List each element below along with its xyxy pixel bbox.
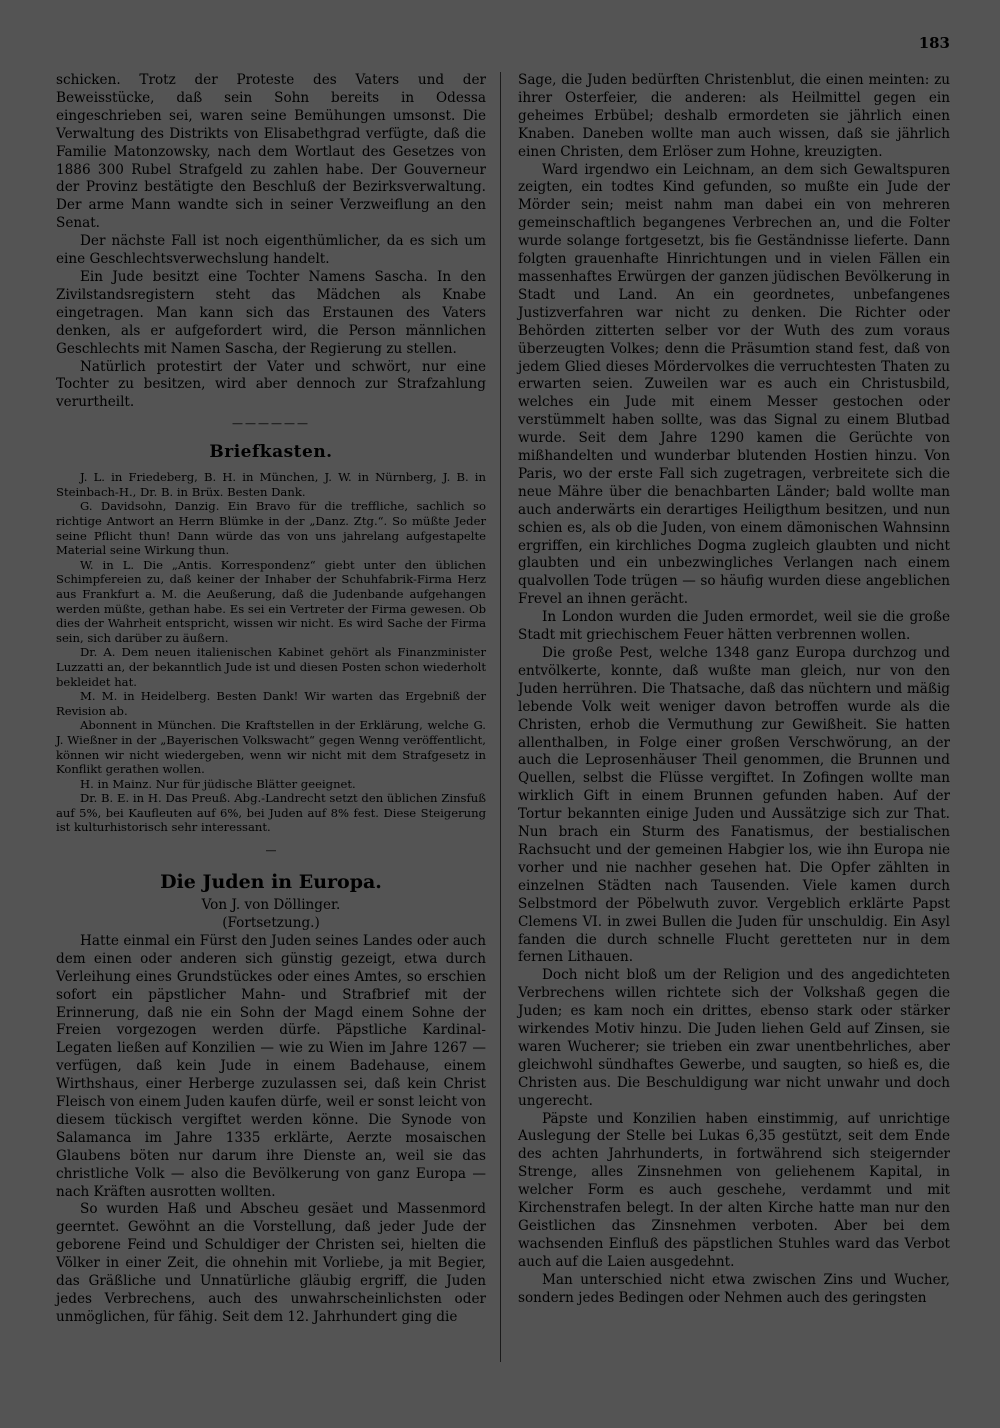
letter-entry: W. in L. Die „Antis. Korrespondenz“ giebt unter den üblichen Schimpfereien zu, daß keiner der Inhaber der Schuhfabrik-Firma Herz aus Frankfurt a. M. die Aeußerung, daß die Judenbande aufgehangen werden müßte, gethan habe. Es sei ein Vertreter der Firma gewesen. Ob dies der Wahrheit entspricht, wissen wir nicht. Es wird Sache der Firma sein, sich darüber zu äußern. [56, 557, 486, 645]
paragraph: Doch nicht bloß um der Religion und des angedichteten Verbrechens willen richtete sich der Volkshaß gegen die Juden; es kam noch ein drittes, ebenso stark oder stärker wirkendes Motiv hinzu. Die Juden liehen Geld auf Zinsen, sie waren Wucherer; sie trieben ein zwar unentbehrliches, aber gleichwohl sündhaftes Gewerbe, und saugten, so hieß es, die Christen aus. Die Beschuldigung war nicht unwahr und doch ungerecht. [518, 967, 950, 1109]
letter-entry: Dr. B. E. in H. Das Preuß. Abg.-Landrecht setzt den üblichen Zinsfuß auf 5%, bei Kaufleuten auf 6%, bei Juden auf 8% fest. Diese Steigerung ist kulturhistorisch sehr interessant. [56, 791, 486, 835]
paragraph: Ward irgendwo ein Leichnam, an dem sich Gewaltspuren zeigten, ein todtes Kind gefunden, so mußte ein Jude der Mörder sein; meist nahm man dabei ein von mehreren gemeinschaftlich begangenes Verbrechen an, und die Folter wurde solange fortgesetzt, bis fie Geständnisse lieferte. Dann folgten grauenhafte Hinrichtungen und in vielen Fällen ein massenhaftes Erwürgen der ganzen jüdischen Bevölkerung in Stadt und Land. An ein geordnetes, unbefangenes Justizverfahren war nicht zu denken. Die Richter oder Behörden zitterten selber vor der Wuth des zum voraus überzeugten Volkes; denn die Präsumtion stand fest, daß von jedem Glied dieses Mördervolkes die verruchtesten Thaten zu erwarten seien. Zuweilen war es auch ein Christusbild, welches ein Jude mit einem Messer gestochen oder verstümmelt haben sollte, was das Signal zu einem Blutbad wurde. Seit dem Jahre 1290 kamen die Gerüchte von mißhandelten und wunderbar blutenden Hostien hinzu. Von Paris, wo der erste Fall sich zugetragen, verbreitete sich die neue Mähre über die benachbarten Länder; bald wollte man auch anderwärts ein derartiges Heiligthum besitzen, und nun schien es, als ob die Juden, von einem dämonischen Wahnsinn ergriffen, ein kirchliches Dogma zugleich glaubten und nicht glaubten und ein unbezwingliches Verlangen nach einem qualvollen Tode trügen — so häufig wurden diese angeblichen Frevel an ihnen gerächt. [518, 161, 950, 608]
letter-entry: Dr. A. Dem neuen italienischen Kabinet gehört als Finanzminister Luzzatti an, der bekanntlich Jude ist und diesen Posten schon wiederholt bekleidet hat. [56, 645, 486, 689]
briefkasten-heading: Briefkasten. [209, 442, 333, 463]
letter-entry: G. Davidsohn, Danzig. Ein Bravo für die treffliche, sachlich so richtige Antwort an Herrn Blümke in der „Danz. Ztg.“. So müßte Jeder seine Pflicht thun! Dann würde das von uns jahrelang aufgestapelte Material seine Wirkung thun. [56, 499, 486, 558]
left-column [56, 72, 486, 1327]
letter-entry: J. L. in Friedeberg, B. H. in München, J. W. in Nürnberg, J. B. in Steinbach-H., Dr. B. in Brüx. Besten Dank. [56, 470, 486, 499]
paragraph: Die große Pest, welche 1348 ganz Europa durchzog und entvölkerte, konnte, daß wußte man gleich, nur von den Juden herrühren. Die Thatsache, daß das nüchtern und mäßig lebende Volk weit weniger davon betroffen wurde als die Christen, erhob die Vermuthung zur Gewißheit. Sie hatten allenthalben, in Folge einer großen Verschwörung, an der auch die Leprosenhäuser Theil genommen, die Brunnen und Quellen, selbst die Flüsse vergiftet. In Zofingen wollte man wirklich Gift in einem Brunnen gefunden haben. Auf der Tortur bekannten einige Juden und Aussätzige sich zur That. Nun brach ein Sturm des Fanatismus, der bestialischen Rachsucht und der gemeinen Habgier los, wie ihn Europa nie vorher und nie nachher gesehen hat. Die Opfer zählten in einzelnen Städten nach Tausenden. Viele kamen durch Selbstmord der Pöbelwuth zuvor. Vergeblich erklärte Papst Clemens VI. in zwei Bullen die Juden für unschuldig. Ein Asyl fanden die durch schnelle Flucht geretteten nur in dem fernen Lithauen. [518, 645, 950, 966]
paragraph: Hatte einmal ein Fürst den Juden seines Landes oder auch dem einen oder anderen sich günstig gezeigt, etwa durch Verleihung eines Grundstückes oder eines Amtes, so erschien sofort ein päpstlicher Mahn- und Strafbrief mit der Erinnerung, daß nie ein Sohn der Magd einem Sohne der Freien vorgezogen werden dürfe. Päpstliche Kardinal-Legaten ließen auf Konzilien — wie zu Wien im Jahre 1267 — verfügen, daß kein Jude in einem Badehause, einem Wirthshaus, einer Herberge zuzulassen sei, daß kein Christ Fleisch von einem Juden kaufen dürfe, weil er sonst leicht von diesem tückisch vergiftet werden könne. Die Synode von Salamanca im Jahre 1335 erklärte, Aerzte mosaischen Glaubens böten nur darum ihre Dienste an, weil sie das christliche Volk — also die Bevölkerung von ganz Europa — nach Kräften ausrotten wollten. [56, 932, 486, 1200]
article-title: Die Juden in Europa. [160, 871, 382, 894]
column-divider [500, 72, 501, 1362]
paragraph: Natürlich protestirt der Vater und schwört, nur eine Tochter zu besitzen, wird aber dennoch zur Strafzahlung verurtheilt. [56, 358, 486, 411]
letter-entry: M. M. in Heidelberg. Besten Dank! Wir warten das Ergebniß der Revision ab. [56, 689, 486, 718]
separator: — [265, 844, 277, 858]
article-continuation: (Fortsetzung.) [222, 914, 320, 931]
paragraph: Man unterschied nicht etwa zwischen Zins und Wucher, sondern jedes Bedingen oder Nehmen auch des geringsten [518, 1271, 950, 1306]
paragraph: In London wurden die Juden ermordet, weil sie die große Stadt mit griechischem Feuer hätten verbrennen wollen. [518, 609, 950, 644]
separator: —————— [232, 417, 310, 431]
right-column [518, 72, 950, 1308]
paragraph: Ein Jude besitzt eine Tochter Namens Sascha. In den Zivilstandsregistern steht das Mädchen als Knabe eingetragen. Man kann sich das Erstaunen des Vaters denken, als er aufgefordert wird, die Person männlichen Geschlechts mit Namen Sascha, der Regierung zu stellen. [56, 268, 486, 357]
paragraph: Päpste und Konzilien haben einstimmig, auf unrichtige Auslegung der Stelle bei Lukas 6,35 gestützt, seit dem Ende des achten Jahrhunderts, in fortwährend sich steigernder Strenge, alles Zinsnehmen von geliehenem Kapital, in welcher Form es auch geschehe, verdammt und mit Kirchenstrafen belegt. In der alten Kirche hatte man nur den Geistlichen das Zinsnehmen verboten. Aber bei dem wachsenden Einfluß des päpstlichen Stuhles ward das Verbot auch auf die Laien ausgedehnt. [518, 1110, 950, 1270]
page-number: 183 [918, 34, 950, 52]
article-author: Von J. von Döllinger. [201, 897, 341, 914]
paragraph: schicken. Trotz der Proteste des Vaters und der Beweisstücke, daß sein Sohn bereits in Odessa eingeschrieben sei, waren seine Bemühungen umsonst. Die Verwaltung des Distrikts von Elisabethgrad verfügte, daß die Familie Matonzowsky, nach dem Wortlaut des Gesetzes von 1886 300 Rubel Strafgeld zu zahlen habe. Der Gouverneur der Provinz bestätigte den Beschluß der Bezirksverwaltung. Der arme Mann wandte sich in seiner Verzweiflung an den Senat. [56, 72, 486, 232]
letter-entry: Abonnent in München. Die Kraftstellen in der Erklärung, welche G. J. Wießner in der „Bayerischen Volkswacht“ gegen Wenng veröffentlicht, können wir nicht wiedergeben, wenn wir nicht mit dem Strafgesetz in Konflikt gerathen wollen. [56, 718, 486, 777]
letter-entry: H. in Mainz. Nur für jüdische Blätter geeignet. [80, 776, 356, 791]
paragraph: Der nächste Fall ist noch eigenthümlicher, da es sich um eine Geschlechtsverwechslung handelt. [56, 233, 486, 268]
paragraph: Sage, die Juden bedürften Christenblut, die einen meinten: zu ihrer Osterfeier, die anderen: als Heilmittel gegen ein geheimes Erbübel; deshalb ermordeten sie jährlich einen Knaben. Daneben wollte man auch wissen, daß sie jährlich einen Christen, dem Erlöser zum Hohne, kreuzigten. [518, 72, 950, 160]
paragraph: So wurden Haß und Abscheu gesäet und Massenmord geerntet. Gewöhnt an die Vorstellung, daß jeder Jude der geborene Feind und Schuldiger der Christen sei, hielten die Völker in einer Zeit, die ohnehin mit Vorliebe, ja mit Begier, das Gräßliche und Unnatürliche gläubig ergriff, die Juden jedes Verbrechens, auch des unwahrscheinlichsten oder unmöglichen, für fähig. Seit dem 12. Jahrhundert ging die [56, 1201, 486, 1325]
